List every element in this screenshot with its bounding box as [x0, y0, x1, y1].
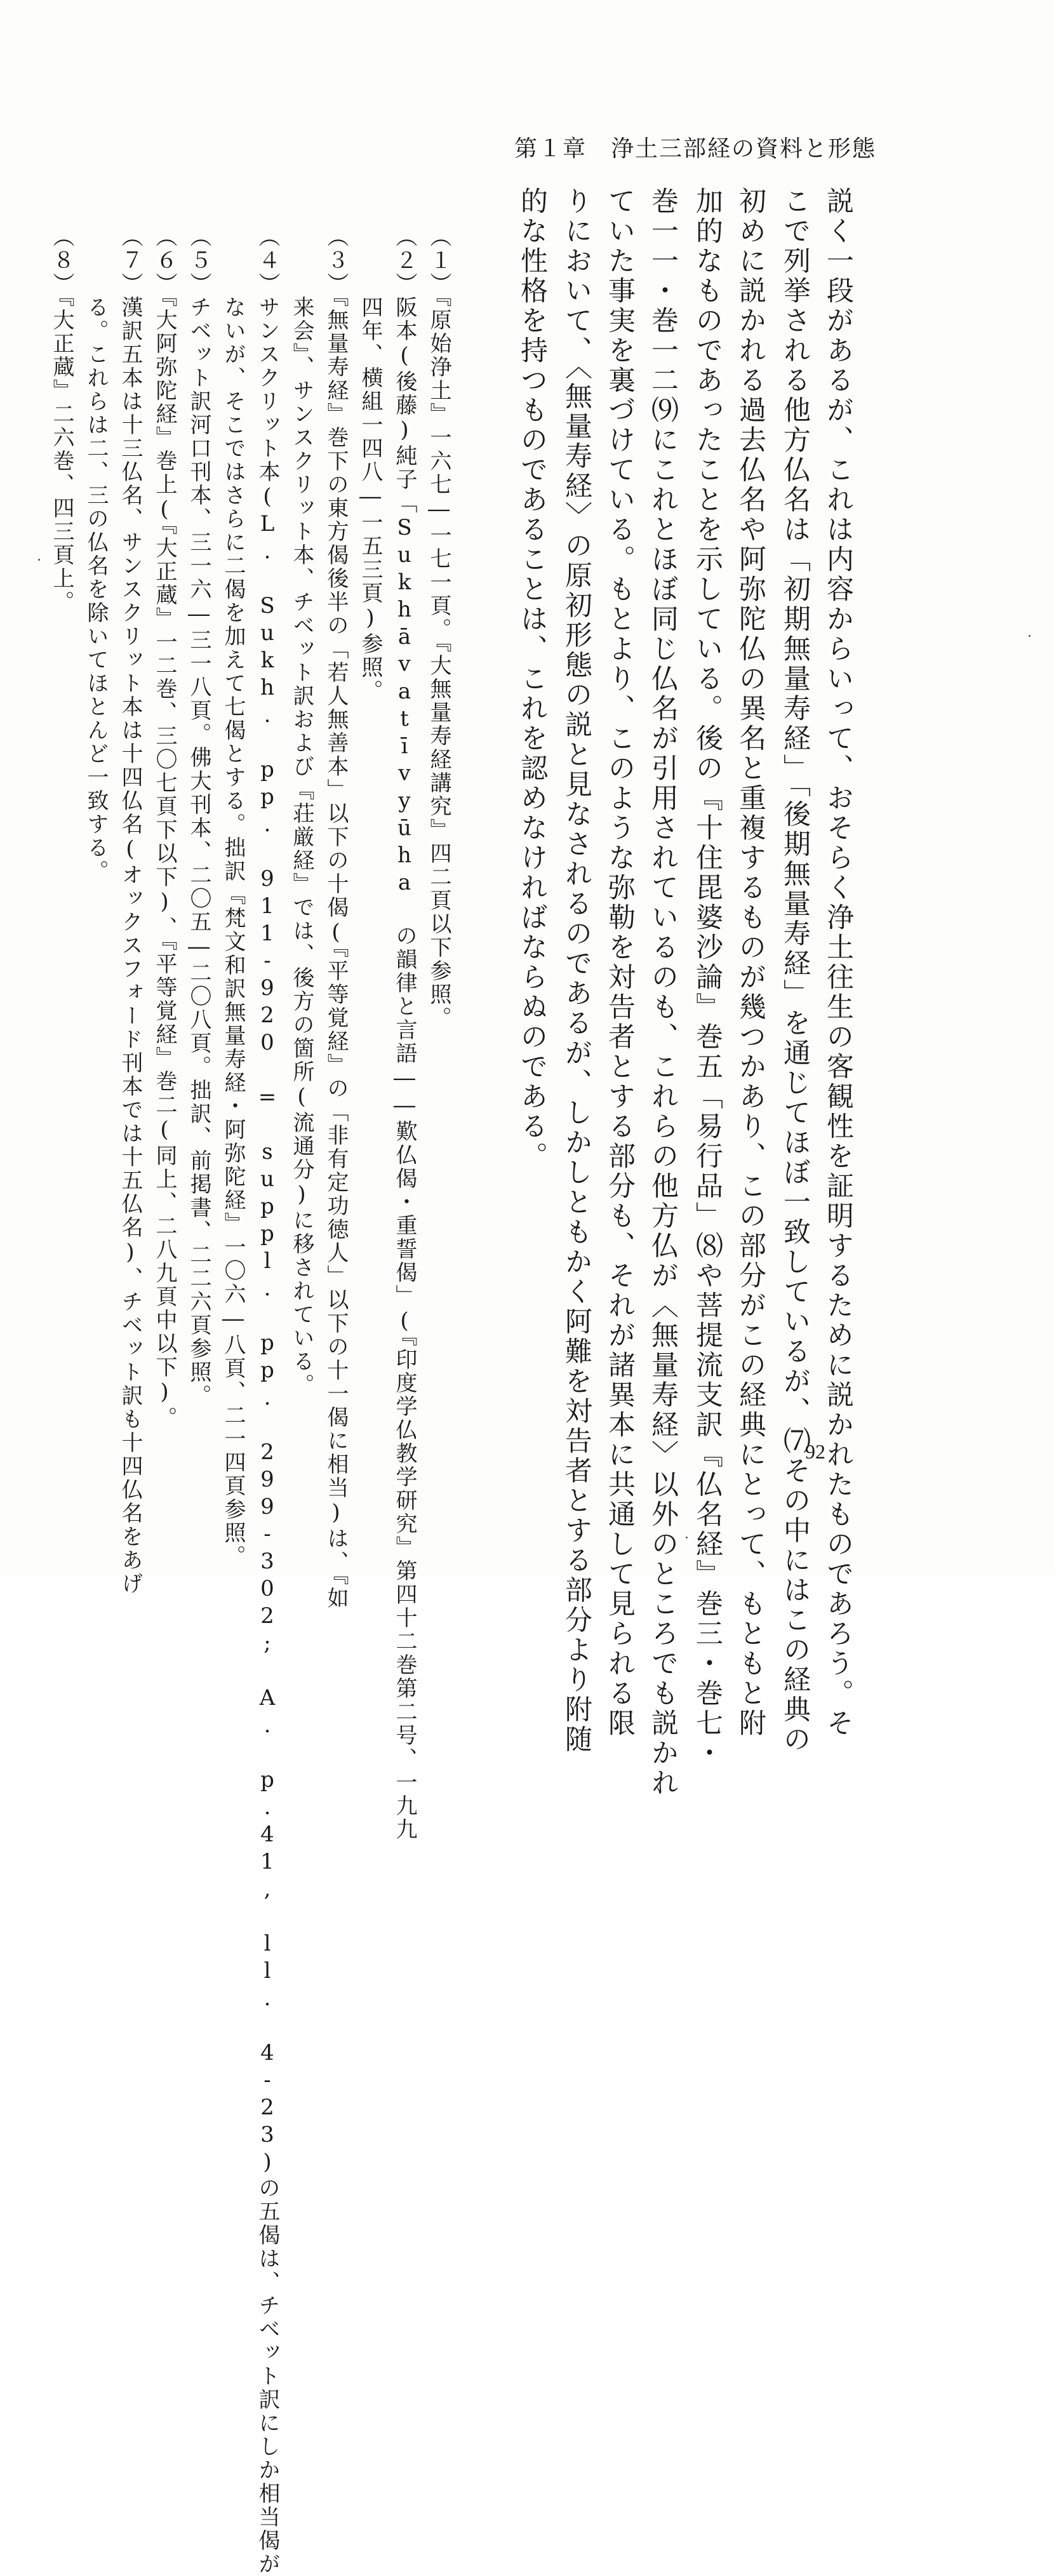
- note-3: （３）『無量寿経』巻下の東方偈後半の「若人無善本」以下の十偈(『平等覚経』の「非有定功徳人」以下の十一偈に相当)は、『如: [323, 225, 349, 1610]
- body-column-2: こで列挙される他方仏名は「初期無量寿経」「後期無量寿経」を通じてほぼ一致しているが、⑺その中にはこの経典の: [779, 187, 811, 1755]
- note-2-continued: 四年、横組一四八―一五三頁)参照。: [357, 225, 383, 703]
- note-8: （８）『大正蔵』二六巻、四三頁上。: [49, 225, 74, 614]
- running-head: 第１章 浄土三部経の資料と形態: [514, 136, 877, 162]
- scan-speck: [38, 559, 40, 561]
- page-number: 92: [805, 1440, 825, 1463]
- scan-speck: [1029, 635, 1031, 637]
- note-7-continued: る。これらは二、三の仏名を除いてほとんど一致する。: [83, 225, 109, 883]
- note-7: （７）漢訳五本は十三仏名、サンスクリット本は十四仏名(オックスフォード刊本では十五仏名)、チベット訳も十四仏名をあげ: [117, 225, 143, 1596]
- body-column-6: ていた事実を裏づけている。もとより、このような弥勒を対告者とする部分も、それが諸異本に共通して見られる限: [604, 187, 636, 1738]
- note-5: （５）チベット訳河口刊本、三一六―三一八頁。佛大刊本、二〇五―二〇八頁。拙訳、前掲書、二二六頁参照。: [186, 225, 211, 1408]
- note-1: （１）『原始浄土』一六七―一七一頁。『大無量寿経講究』四二頁以下参照。: [426, 225, 451, 1030]
- body-column-8: 的な性格を持つものであることは、これを認めなければならぬのである。: [516, 187, 548, 1171]
- body-column-3: 初めに説かれる過去仏名や阿弥陀仏の異名と重複するものが幾つかあり、この部分がこの経典にとって、もともと附: [735, 187, 766, 1738]
- note-3-continued: 来会』、サンスクリット本、チベット訳および『荘厳経』では、後方の箇所(流通分)に移されている。: [289, 225, 314, 1397]
- note-4-continued: ないが、そこではさらに二偈を加えて七偈とする。拙訳『梵文和訳無量寿経・阿弥陀経』一〇六―八頁、二一四頁参照。: [220, 225, 246, 1568]
- note-2: （２）阪本(後藤)純子「Sukhāvatīvyūha の韻律と言語――歎仏偈・重誓偈」(『印度学仏教学研究』第四十二巻第二号、一九九: [392, 225, 417, 1841]
- body-column-7: りにおいて、〈無量寿経〉の原初形態の説と見なされるのであるが、しかしともかく阿難を対告者とする部分より附随: [561, 187, 592, 1755]
- scan-speck: [686, 1537, 688, 1538]
- note-4: （４）サンスクリット本(L. Sukh. pp. 911-920 = suppl. pp. 299-302; A. p.41, ll. 4-23)の五偈は、チベット訳にしか相当偈が: [255, 225, 280, 2576]
- body-column-1: 説く一段があるが、これは内容からいって、おそらく浄土往生の客観性を証明するために説かれたものであろう。そ: [822, 187, 854, 1738]
- body-column-4: 加的なものであったことを示している。後の『十住毘婆沙論』巻五「易行品」⑻や菩提流支訳『仏名経』巻三・巻七・: [691, 187, 723, 1768]
- body-column-5: 巻一一・巻一二⑼にこれとほぼ同じ仏名が引用されているのも、これらの他方仏が〈無量寿経〉以外のところでも説かれ: [647, 187, 679, 1798]
- note-6: （６）『大阿弥陀経』巻上(『大正蔵』一二巻、三〇七頁下以下)、『平等覚経』巻二(同上、二八九頁中以下)。: [152, 225, 177, 1430]
